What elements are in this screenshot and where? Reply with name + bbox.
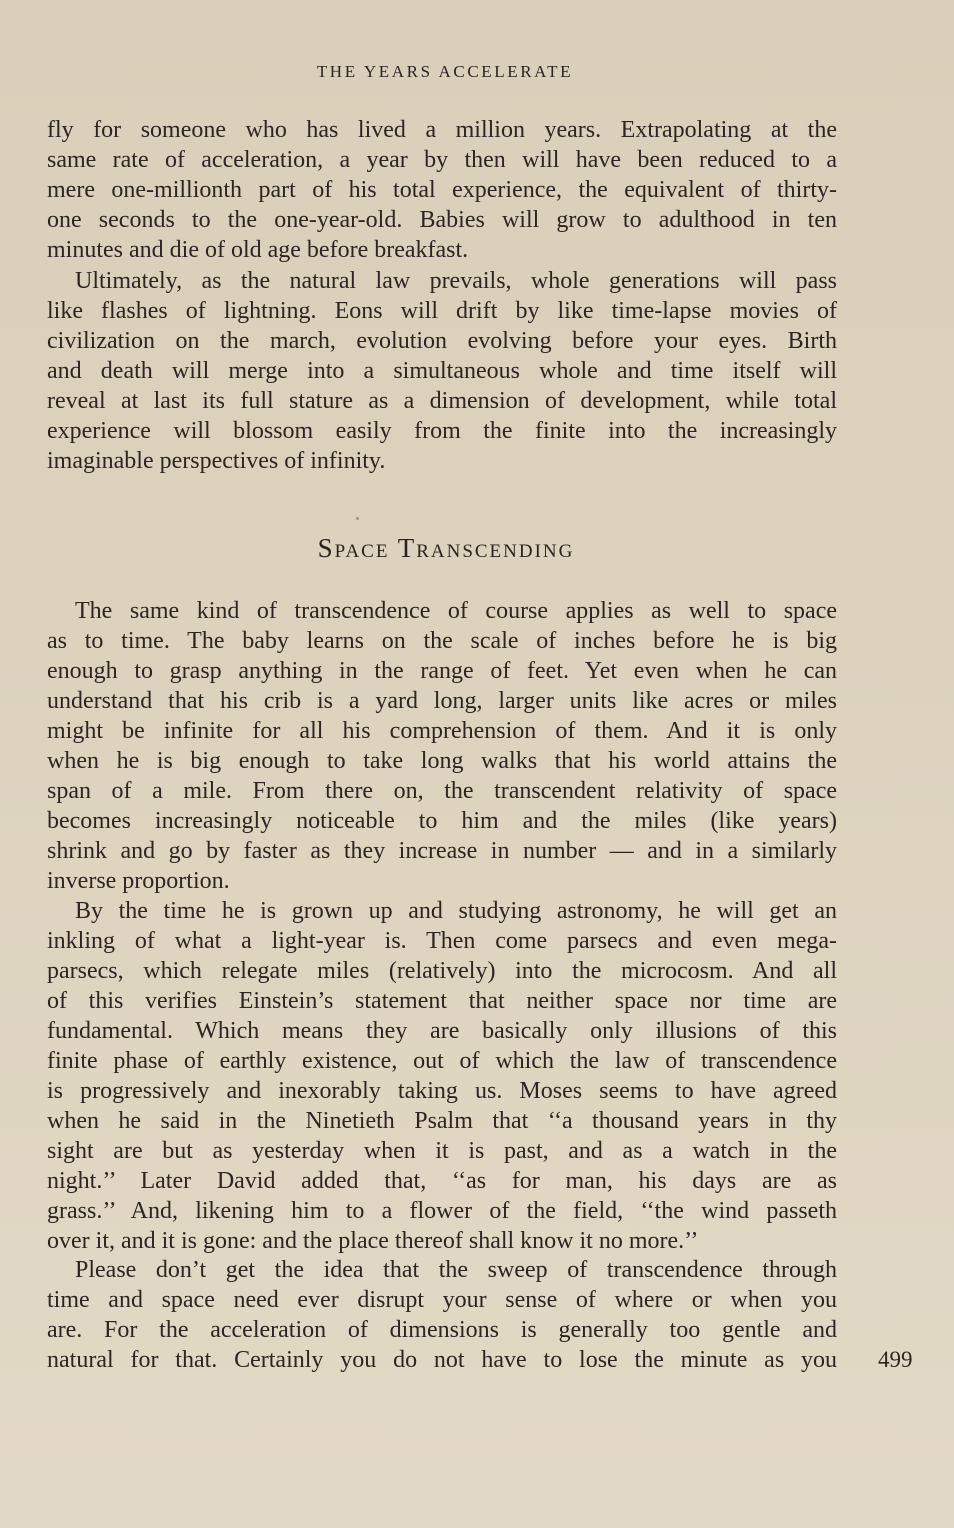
text-line: Please don’t get the idea that the sweep of transcendence through [75,1257,837,1283]
text-line: minutes and die of old age before breakfast. [47,237,469,263]
text-line: becomes increasingly noticeable to him and the miles (like years) [47,808,837,834]
text-line: enough to grasp anything in the range of feet. Yet even when he can [47,658,837,684]
text-line: shrink and go by faster as they increase in number — and in a similarly [47,838,837,864]
text-line: imaginable perspectives of infinity. [47,448,386,474]
text-line: when he said in the Ninetieth Psalm that ‘‘a thousand years in thy [47,1108,837,1134]
text-line: of this verifies Einstein’s statement that neither space nor time are [47,988,837,1014]
text-line: when he is big enough to take long walks that his world attains the [47,748,837,774]
paragraph [47,1255,837,1375]
text-line: By the time he is grown up and studying astronomy, he will get an [75,898,837,924]
text-line: fundamental. Which means they are basically only illusions of this [47,1018,837,1044]
text-line: mere one-millionth part of his total experience, the equivalent of thirty- [47,177,837,203]
text-line: inkling of what a light-year is. Then come parsecs and even mega- [47,928,837,954]
text-line: natural for that. Certainly you do not have to lose the minute as you [47,1347,837,1373]
text-line: fly for someone who has lived a million years. Extrapolating at the [47,117,837,143]
text-line: The same kind of transcendence of course applies as well to space [75,598,837,624]
text-line: night.’’ Later David added that, ‘‘as for man, his days are as [47,1168,837,1194]
paper-speck [356,517,359,520]
text-line: one seconds to the one-year-old. Babies will grow to adulthood in ten [47,207,837,233]
text-line: is progressively and inexorably taking us. Moses seems to have agreed [47,1078,837,1104]
text-line: inverse proportion. [47,868,230,894]
text-line: sight are but as yesterday when it is past, and as a watch in the [47,1138,837,1164]
text-line: over it, and it is gone: and the place thereof shall know it no more.’’ [47,1228,699,1254]
text-line: parsecs, which relegate miles (relatively) into the microcosm. And all [47,958,837,984]
text-line: might be infinite for all his comprehension of them. And it is only [47,718,837,744]
paragraph [47,266,837,476]
text-line: civilization on the march, evolution evolving before your eyes. Birth [47,328,837,354]
text-line: grass.’’ And, likening him to a flower of the field, ‘‘the wind passeth [47,1198,837,1224]
text-line: and death will merge into a simultaneous whole and time itself will [47,358,837,384]
text-line: finite phase of earthly existence, out of which the law of transcendence [47,1048,837,1074]
paragraph [47,596,837,896]
text-line: understand that his crib is a yard long, larger units like acres or miles [47,688,837,714]
text-line: Ultimately, as the natural law prevails, whole generations will pass [75,268,837,294]
text-line: reveal at last its full stature as a dimension of development, while total [47,388,837,414]
text-line: like flashes of lightning. Eons will drift by like time-lapse movies of [47,298,837,324]
text-line: experience will blossom easily from the finite into the increasingly [47,418,837,444]
page-number: 499 [878,1347,913,1372]
running-head: THE YEARS ACCELERATE [316,62,574,81]
paragraph-continuation [47,115,837,265]
paragraph [47,896,837,1256]
text-line: are. For the acceleration of dimensions is generally too gentle and [47,1317,837,1343]
text-line: time and space need ever disrupt your sense of where or when you [47,1287,837,1313]
text-line: as to time. The baby learns on the scale of inches before he is big [47,628,837,654]
section-heading: Space Transcending [317,533,575,563]
text-line: span of a mile. From there on, the transcendent relativity of space [47,778,837,804]
text-line: same rate of acceleration, a year by then will have been reduced to a [47,147,837,173]
